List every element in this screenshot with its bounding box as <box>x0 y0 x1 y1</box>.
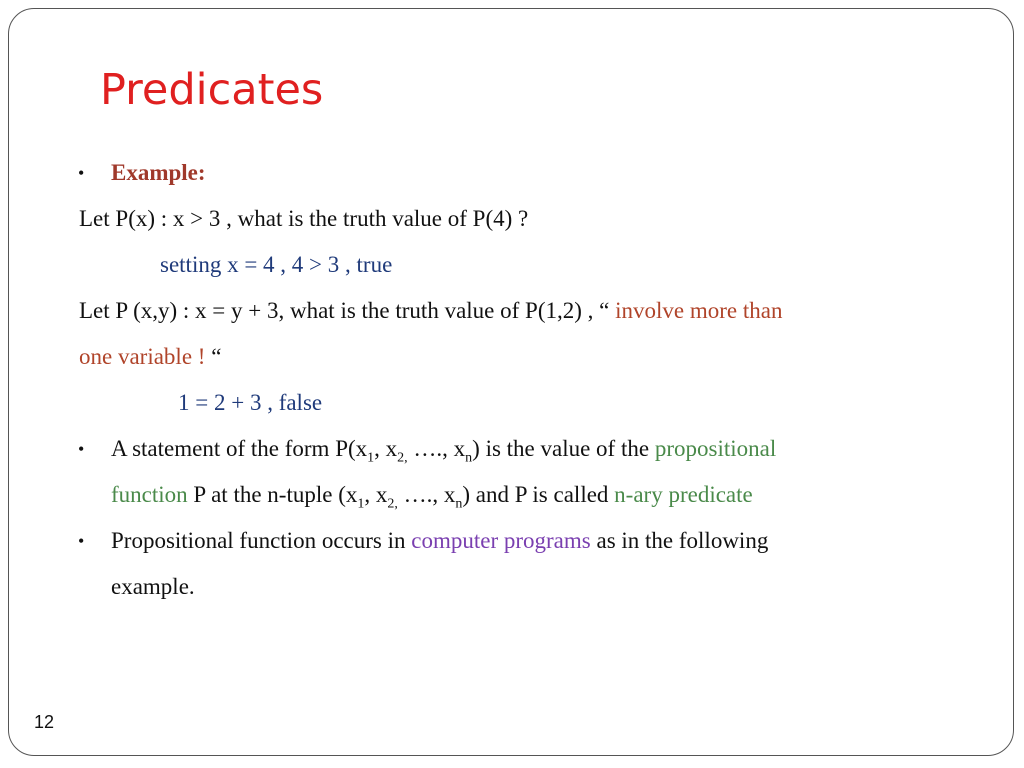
bullet-2-line-1 <box>111 434 776 464</box>
text-run: P at the n-tuple (x <box>187 482 358 507</box>
text-line-3-main: Let P (x,y) : x = y + 3, what is the truth value of P(1,2) , “ <box>79 298 616 323</box>
text-run: …., x <box>407 436 466 461</box>
text-line-1: Let P(x) : x > 3 , what is the truth value of P(4) ? <box>79 206 529 231</box>
bullet-marker: • <box>78 163 85 183</box>
bullet-2-line-2 <box>111 480 753 510</box>
highlight-n-ary-predicate: n-ary predicate <box>614 482 753 507</box>
text-run: as in the following <box>590 528 769 553</box>
subscript: 2, <box>387 496 398 512</box>
text-run: ) and P is called <box>462 482 615 507</box>
bullet-3-line-2: example. <box>111 574 195 599</box>
page-number: 12 <box>34 712 55 732</box>
subscript: 2, <box>397 450 408 466</box>
text-line-4-quote: “ <box>211 344 222 369</box>
text-line-4 <box>79 342 221 372</box>
text-line-2: setting x = 4 , 4 > 3 , true <box>160 252 393 277</box>
subscript: n <box>465 450 473 466</box>
slide-frame <box>8 8 1014 756</box>
bullet-3-line-1 <box>111 526 768 556</box>
example-heading <box>111 158 206 188</box>
highlight-computer-programs: computer programs <box>411 528 591 553</box>
bullet-marker: • <box>78 439 85 459</box>
text-line-5: 1 = 2 + 3 , false <box>178 390 323 415</box>
bullet-marker: • <box>78 531 85 551</box>
subscript: 1 <box>357 496 365 512</box>
subscript: 1 <box>367 450 375 466</box>
subscript: n <box>455 496 463 512</box>
text-run: Propositional function occurs in <box>111 528 412 553</box>
text-run: , x <box>364 482 388 507</box>
highlight-propositional: propositional <box>654 436 777 461</box>
slide-title: Predicates <box>100 65 324 115</box>
text-line-3 <box>79 296 782 326</box>
text-run: ) is the value of the <box>472 436 655 461</box>
text-run: …., x <box>397 482 456 507</box>
text-run: A statement of the form P(x <box>111 436 368 461</box>
text-line-3-highlight: involve more than <box>615 298 783 323</box>
text-line-4-highlight: one variable ! <box>79 344 212 369</box>
highlight-function: function <box>111 482 188 507</box>
text-run: , x <box>374 436 398 461</box>
example-label: Example: <box>111 160 206 185</box>
